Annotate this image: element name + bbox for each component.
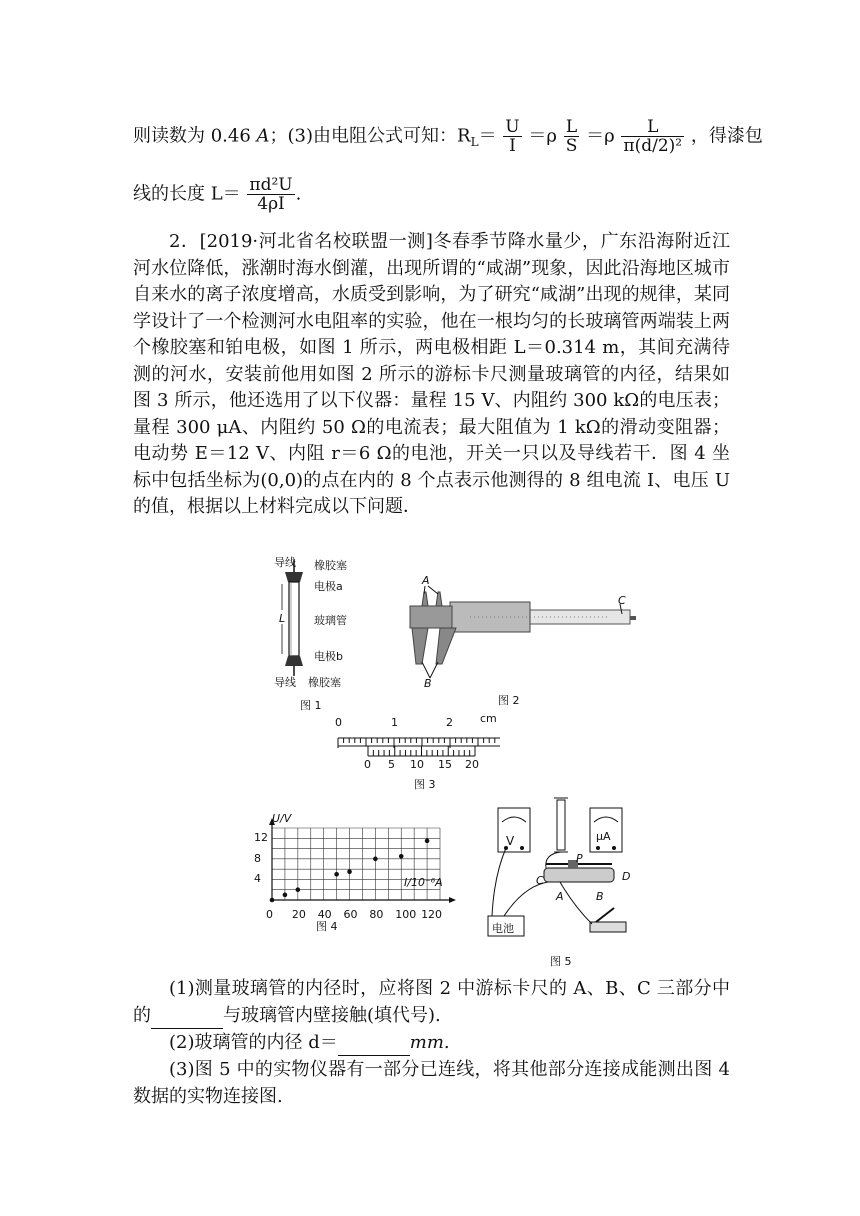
numerator: L (564, 118, 580, 137)
question-1-text-end: 与玻璃管内壁接触(填代号). (223, 1005, 441, 1026)
fraction-l-over-s (564, 118, 580, 155)
vernier-tick-10: 10 (410, 758, 424, 771)
label-bottom-plug: 橡胶塞 (308, 676, 341, 689)
subscript: L (470, 135, 479, 150)
vernier-tick-0: 0 (364, 758, 371, 771)
label-bottom-wire: 导线 (274, 676, 296, 689)
data-point (399, 854, 404, 859)
y-tick-label: 8 (254, 851, 261, 865)
solution-line-2 (133, 176, 301, 213)
y-axis-label: U/V (272, 812, 292, 825)
question-2 (133, 1029, 730, 1056)
main-tick-0: 0 (335, 716, 342, 729)
figure-4-caption: 图 4 (316, 920, 338, 933)
label-a: A (556, 890, 564, 903)
figure-2-caption: 图 2 (498, 694, 520, 707)
data-point (270, 898, 275, 903)
figure-1-caption: 图 1 (300, 699, 322, 712)
x-tick-label: 80 (369, 908, 384, 921)
x-tick-label: 40 (317, 908, 332, 921)
data-point (283, 893, 288, 898)
x-tick-label: 120 (421, 908, 443, 921)
x-tick-label: 0 (266, 908, 273, 921)
question-1-text: (1)测量玻璃管的内径时，应将图 2 中游标卡尺的 A、B、C 三部分中的 (133, 978, 730, 1026)
label-length: L (279, 612, 286, 625)
vernier-tick-5: 5 (388, 758, 395, 771)
main-tick-2: 2 (446, 716, 453, 729)
label-b: B (596, 890, 604, 903)
denominator: 4ρI (257, 194, 285, 214)
glass-tube (557, 800, 565, 850)
label-b: B (424, 677, 432, 690)
denominator: S (565, 136, 578, 156)
denominator: π(d/2)² (623, 136, 683, 156)
unit: A (256, 125, 270, 147)
question-2-blank[interactable] (338, 1037, 410, 1056)
question-2-unit: mm. (409, 1032, 450, 1053)
fraction-u-over-i (503, 118, 521, 155)
text: ；(3)由电阻公式可知：R (269, 125, 471, 147)
y-tick-label: 4 (254, 872, 261, 886)
numerator: πd²U (249, 175, 293, 195)
vernier-tick-20: 20 (465, 758, 479, 771)
x-tick-label: 60 (343, 908, 358, 921)
x-axis-label: I/10⁻⁶A (404, 876, 443, 889)
label-a: A (422, 574, 430, 587)
rheostat (544, 868, 614, 882)
figure-2-caliper (400, 574, 640, 684)
voltmeter-label: V (506, 834, 515, 848)
numerator: L (621, 118, 684, 137)
label-d: D (622, 870, 631, 883)
switch (590, 922, 626, 932)
problem-text: 2．[2019·河北省名校联盟一测]冬春季节降水量少，广东沿海附近江河水位降低，涨潮时海水倒灌，出现所谓的“咸湖”现象，因此沿海地区城市自来水的离子浓度增高，水质受到影响，为了研究“咸湖”出现的规律，某同学设计了一个检测河水电阻率的实验，他在一根均匀的长玻璃管两端装上两个橡胶塞和铂电极，如图 1 所示，两电极相距 L＝0.314 m，其间充满待测的河水，安装前他用如图 2 所示的游标卡尺测量玻璃管的内径，结果如图 3 所示，他还选用了以下仪器：量程 15 V、内阻约 300 kΩ的电压表；量程 300 μA、内阻约 50 Ω的电流表；最大阻值为 1 kΩ的滑动变阻器；电动势 E＝12 V、内阻 r＝6 Ω的电池，开关一只以及导线若干．图 4 坐标中包括坐标为(0,0)的点在内的 8 个点表示他测得的 8 组电流 I、电压 U 的值，根据以上材料完成以下问题． (133, 231, 730, 517)
label-tube: 玻璃管 (314, 614, 347, 627)
vernier-tick-15: 15 (438, 758, 452, 771)
x-tick-label: 100 (395, 908, 417, 921)
question-3: (3)图 5 中的实物仪器有一部分已连线，将其他部分连接成能测出图 4 数据的实物连接图. (133, 1059, 730, 1107)
battery-label: 电池 (492, 922, 514, 935)
main-tick-1: 1 (391, 716, 398, 729)
text: ＝ρ (528, 125, 557, 147)
text: 则读数为 0.46 (133, 125, 257, 147)
label-top-wire: 导线 (274, 556, 296, 569)
vernier-ticks (368, 746, 475, 756)
denominator: I (509, 136, 516, 156)
data-point (425, 839, 430, 844)
solution-line-1 (133, 118, 763, 155)
questions (133, 975, 730, 1110)
question-1 (133, 975, 730, 1029)
label-c: C (618, 594, 626, 607)
label-electrode-a: 电极a (314, 580, 343, 593)
figure-5-caption: 图 5 (550, 955, 572, 968)
fraction-l-over-area (621, 118, 684, 155)
text: ＝ρ (586, 125, 615, 147)
numerator: U (505, 117, 520, 137)
label-electrode-b: 电极b (314, 650, 343, 663)
text: 线的长度 L＝ (133, 183, 241, 205)
x-tick-label: 20 (291, 908, 306, 921)
fraction-length (247, 176, 294, 213)
y-tick-label: 12 (254, 831, 268, 845)
data-point (334, 872, 339, 877)
figure-4-chart (248, 812, 458, 922)
text: . (295, 183, 302, 205)
data-point (296, 887, 301, 892)
data-point (347, 869, 352, 874)
label-top-plug: 橡胶塞 (314, 559, 347, 572)
text: ＝ (478, 125, 497, 147)
text: ，得漆包 (690, 125, 763, 147)
label-c: C (536, 874, 544, 887)
label-p: P (576, 852, 583, 865)
question-1-blank[interactable] (151, 1010, 223, 1029)
data-point (373, 857, 378, 862)
unit-cm: cm (480, 712, 497, 725)
ammeter-label: μA (596, 830, 611, 843)
question-2-text: (2)玻璃管的内径 d＝ (169, 1032, 338, 1053)
figure-3-caption: 图 3 (414, 778, 436, 791)
problem-paragraph (133, 229, 730, 521)
